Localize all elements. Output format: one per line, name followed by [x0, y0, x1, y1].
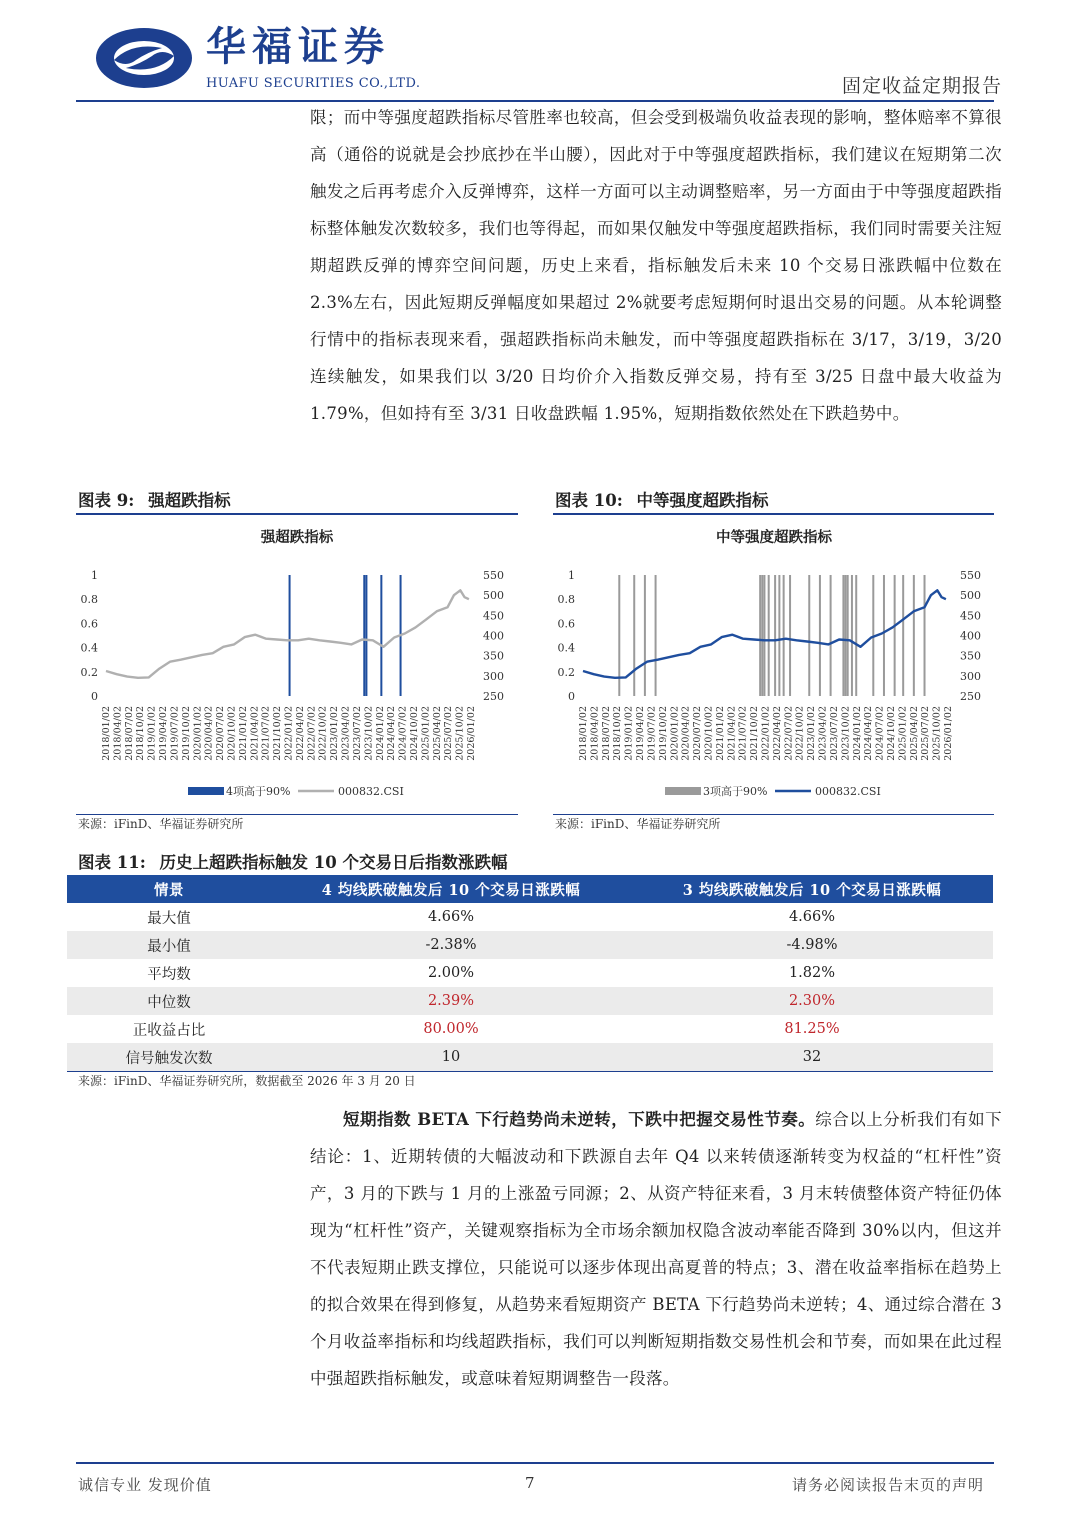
left-axis-tick-label: 1: [91, 569, 98, 582]
table-cell: 4.66%: [788, 909, 836, 925]
x-axis-tick-label: 2023/07/02: [828, 706, 840, 761]
table-source: 来源：iFinD、华福证券研究所，数据截至 2026 年 3 月 20 日: [78, 1074, 416, 1088]
x-axis-tick-label: 2021/10/02: [749, 706, 761, 761]
right-axis-tick-label: 400: [483, 629, 504, 643]
x-axis-tick-label: 2023/07/02: [351, 706, 363, 761]
x-axis-tick-label: 2024/04/02: [386, 706, 398, 761]
fig9-foot-rule: [76, 814, 518, 815]
legend-line-label: 000832.CSI: [338, 785, 404, 798]
brand-name-cn: 华福证券: [206, 24, 390, 70]
table-cell: 2.00%: [427, 965, 475, 981]
fig10-rule: [553, 513, 994, 515]
table-row: [67, 903, 993, 931]
x-axis-tick-label: 2019/01/02: [146, 706, 158, 761]
x-axis-tick-label: 2023/10/02: [840, 706, 852, 761]
right-axis-tick-label: 300: [960, 669, 981, 683]
x-axis-tick-label: 2022/01/02: [760, 706, 772, 761]
x-axis-tick-label: 2021/10/02: [272, 706, 284, 761]
table-cell: 80.00%: [423, 1021, 479, 1037]
x-axis-tick-label: 2024/07/02: [397, 706, 409, 761]
paragraph-text: 限；而中等强度超跌指标尽管胜率也较高，但会受到极端负收益表现的影响，整体赔率不算很高（通俗的说就是会抄底抄在半山腰），因此对于中等强度超跌指标，我们建议在短期第二次触发之后再考虑介入反弹博弈，这样一方面可以主动调整赔率，另一方面由于中等强度超跌指标整体触发次数较多，我们也等得起，而如果仅触发中等强度超跌指标，我们同时需要关注短期超跌反弹的博弈空间问题，历史上来看，指标触发后未来 10 个交易日涨跌幅中位数在 2.3%左右，因此短期反弹幅度如果超过 2%就要考虑短期何时退出交易的问题。从本轮调整行情中的指标表现来看，强超跌指标尚未触发，而中等强度超跌指标在 3/17，3/19，3/20 连续触发，如果我们以 3/20 日均价介入指数反弹交易，持有至 3/25 日盘中最大收益为 1.79%，但如持有至 3/31 日收盘跌幅 1.95%，短期指数依然处在下跌趋势中。: [310, 108, 1002, 423]
table-cell: -2.38%: [271, 931, 631, 959]
signal-bar: [763, 575, 765, 696]
x-axis-tick-label: 2018/10/02: [612, 706, 624, 761]
table-cell: 10: [271, 1043, 631, 1071]
table-row: [67, 959, 993, 987]
x-axis-tick-label: 2019/07/02: [169, 706, 181, 761]
chart-strong-oversold: [76, 518, 518, 813]
left-axis-tick-label: 0.8: [557, 593, 575, 607]
signal-bar: [924, 575, 926, 696]
x-axis-tick-label: 2025/01/02: [897, 706, 909, 761]
x-axis-tick-label: 2018/07/02: [123, 706, 135, 761]
x-axis-tick-label: 2026/01/02: [943, 706, 954, 761]
table-cell: 正收益占比: [132, 1022, 206, 1039]
right-axis-tick-label: 300: [483, 669, 504, 683]
fig10-foot-rule: [553, 814, 994, 815]
legend-signal-swatch: [188, 787, 224, 795]
signal-bar: [789, 575, 791, 696]
x-axis-tick-label: 2021/01/02: [714, 706, 726, 761]
right-axis-tick-label: 400: [960, 629, 981, 643]
table-cell: -4.98%: [631, 931, 993, 959]
index-line-series: [106, 590, 469, 678]
x-axis-tick-label: 2019/04/02: [635, 706, 646, 761]
footer-divider: [76, 1462, 994, 1464]
right-axis-tick-label: 450: [960, 609, 981, 623]
right-axis-tick-label: 350: [960, 649, 981, 663]
table-row: [67, 931, 993, 959]
signal-bar: [894, 575, 896, 696]
brand-name-en: HUAFU SECURITIES CO.,LTD.: [206, 76, 421, 91]
x-axis-tick-label: 2022/07/02: [306, 706, 318, 761]
table-header-cell: 情景: [67, 875, 271, 903]
table-cell: 信号触发次数: [67, 1043, 271, 1071]
body-paragraph-1: [310, 99, 1002, 432]
x-axis-tick-label: 2020/01/02: [192, 706, 204, 761]
table-header-cell: 4 均线跌破触发后 10 个交易日涨跌幅: [271, 875, 631, 903]
table-cell: 中位数: [67, 987, 271, 1015]
chart-title: 强超跌指标: [260, 529, 334, 546]
x-axis-tick-label: 2020/07/02: [215, 706, 227, 761]
x-axis-tick-label: 2021/07/02: [737, 706, 749, 761]
x-axis-tick-label: 2020/07/02: [692, 706, 704, 761]
left-axis-tick-label: 0.6: [557, 617, 575, 631]
table-header-row: [67, 875, 993, 903]
x-axis-tick-label: 2021/07/02: [260, 706, 272, 761]
table-header-cell: 3 均线跌破触发后 10 个交易日涨跌幅: [631, 875, 993, 903]
left-axis-tick-label: 1: [568, 569, 575, 582]
fig11-title-text: 历史上超跌指标触发 10 个交易日后指数涨跌幅: [159, 853, 508, 872]
table-row: [67, 1015, 993, 1043]
x-axis-tick-label: 2018/07/02: [600, 706, 612, 761]
x-axis-tick-label: 2020/04/02: [680, 706, 692, 761]
page-number: 7: [525, 1474, 535, 1492]
signal-bar: [847, 575, 849, 696]
x-axis-tick-label: 2022/04/02: [294, 706, 306, 761]
x-axis-tick-label: 2018/01/02: [578, 706, 589, 761]
x-axis-tick-label: 2024/07/02: [874, 706, 886, 761]
right-axis-tick-label: 250: [483, 690, 504, 703]
logo-mark-icon: [92, 22, 200, 94]
signal-bar: [289, 575, 291, 696]
x-axis-tick-label: 2022/07/02: [783, 706, 795, 761]
paragraph-body: 综合以上分析我们有如下结论：1、近期转债的大幅波动和下跌源自去年 Q4 以来转债逐渐转变为权益的“杠杆性”资产，3 月的下跌与 1 月的上涨盈亏同源；2、从资产特征来看，3 月末转债整体资产特征仍体现为“杠杆性”资产，关键观察指标为全市场余额加权隐含波动率能否降到 30%以内，但这并不代表短期止跌支撑位，只能说可以逐步体现出高夏普的特点；3、潜在收益率指标在趋势上的拟合效果在得到修复，从趋势来看短期资产 BETA 下行趋势尚未逆转；4、通过综合潜在 3 个月收益率指标和均线超跌指标，我们可以判断短期指数交易性机会和节奏，而如果在此过程中强超跌指标触发，或意味着短期调整告一段落。: [310, 1110, 1002, 1388]
footer-slogan: 诚信专业 发现价值: [78, 1476, 212, 1494]
table-cell: 最大值: [147, 910, 191, 927]
table-cell: 2.30%: [631, 987, 993, 1015]
left-axis-tick-label: 0: [91, 690, 98, 703]
signal-bar: [365, 575, 367, 696]
x-axis-tick-label: 2025/07/02: [920, 706, 932, 761]
x-axis-tick-label: 2021/04/02: [726, 706, 738, 761]
signal-bar: [902, 575, 904, 696]
signal-bar: [363, 575, 365, 696]
x-axis-tick-label: 2025/10/02: [931, 706, 943, 761]
right-axis-tick-label: 550: [483, 569, 504, 582]
table-cell: 81.25%: [784, 1021, 840, 1037]
legend-line-label: 000832.CSI: [815, 785, 881, 798]
stats-table: [67, 875, 993, 1071]
table-row: [67, 1043, 993, 1071]
x-axis-tick-label: 2020/10/02: [226, 706, 238, 761]
x-axis-tick-label: 2023/04/02: [817, 706, 829, 761]
table-cell: 2.39%: [271, 987, 631, 1015]
signal-bar: [778, 575, 780, 696]
left-axis-tick-label: 0.6: [80, 617, 98, 631]
x-axis-tick-label: 2022/10/02: [794, 706, 806, 761]
signal-bar: [768, 575, 770, 696]
x-axis-tick-label: 2019/07/02: [646, 706, 658, 761]
x-axis-tick-label: 2018/01/02: [101, 706, 112, 761]
right-axis-tick-label: 350: [483, 649, 504, 663]
x-axis-tick-label: 2024/10/02: [886, 706, 897, 761]
x-axis-tick-label: 2025/01/02: [420, 706, 432, 761]
fig10-label: 图表 10:: [555, 491, 623, 510]
signal-bar: [845, 575, 847, 696]
signal-bar: [808, 575, 810, 696]
x-axis-tick-label: 2020/04/02: [203, 706, 215, 761]
x-axis-tick-label: 2018/10/02: [135, 706, 147, 761]
table-cell: 平均数: [147, 966, 191, 983]
x-axis-tick-label: 2019/01/02: [623, 706, 635, 761]
fig9-title-text: 强超跌指标: [148, 491, 231, 510]
x-axis-tick-label: 2019/10/02: [657, 706, 669, 761]
fig10-source: 来源：iFinD、华福证券研究所: [555, 817, 721, 831]
fig10-title-text: 中等强度超跌指标: [636, 491, 769, 510]
right-axis-tick-label: 550: [960, 569, 981, 582]
right-axis-tick-label: 250: [960, 690, 981, 703]
fig10-title: [555, 490, 769, 512]
legend-signal-swatch: [665, 787, 701, 795]
table-cell: 最小值: [67, 931, 271, 959]
x-axis-tick-label: 2021/01/02: [237, 706, 249, 761]
x-axis-tick-label: 2024/01/02: [851, 706, 863, 761]
left-axis-tick-label: 0: [568, 690, 575, 703]
signal-bar: [380, 575, 382, 696]
table-foot-rule: [67, 1071, 993, 1072]
x-axis-tick-label: 2019/10/02: [180, 706, 192, 761]
signal-bar: [851, 575, 853, 696]
signal-bar: [883, 575, 885, 696]
x-axis-tick-label: 2026/01/02: [466, 706, 477, 761]
x-axis-tick-label: 2023/10/02: [363, 706, 375, 761]
left-axis-tick-label: 0.4: [557, 641, 575, 655]
right-axis-tick-label: 500: [483, 589, 504, 603]
signal-bar: [655, 575, 657, 696]
chart-title: 中等强度超跌指标: [716, 529, 832, 546]
x-axis-tick-label: 2018/04/02: [589, 706, 601, 761]
x-axis-tick-label: 2024/04/02: [863, 706, 875, 761]
x-axis-tick-label: 2023/01/02: [806, 706, 818, 761]
fig9-label: 图表 9:: [78, 491, 135, 510]
fig11-title: [78, 852, 508, 874]
signal-bar: [842, 575, 844, 696]
footer-disclaimer: 请务必阅读报告末页的声明: [791, 1476, 984, 1494]
x-axis-tick-label: 2025/07/02: [443, 706, 455, 761]
right-axis-tick-label: 450: [483, 609, 504, 623]
legend-signal-label: 4项高于90%: [226, 785, 291, 798]
signal-bar: [644, 575, 646, 696]
signal-bar: [830, 575, 832, 696]
x-axis-tick-label: 2023/01/02: [329, 706, 341, 761]
x-axis-tick-label: 2020/01/02: [669, 706, 681, 761]
signal-bar: [759, 575, 761, 696]
x-axis-tick-label: 2019/04/02: [158, 706, 169, 761]
body-paragraph-2: [310, 1101, 1002, 1397]
signal-bar: [783, 575, 785, 696]
chart-medium-oversold: [553, 518, 994, 813]
x-axis-tick-label: 2021/04/02: [249, 706, 261, 761]
signal-bar: [819, 575, 821, 696]
x-axis-tick-label: 2022/04/02: [771, 706, 783, 761]
signal-bar: [633, 575, 635, 696]
report-type: 固定收益定期报告: [841, 75, 1002, 97]
left-axis-tick-label: 0.2: [80, 665, 98, 679]
fig11-label: 图表 11:: [78, 853, 146, 872]
fig9-title: [78, 490, 231, 512]
x-axis-tick-label: 2022/10/02: [317, 706, 329, 761]
fig9-source: 来源：iFinD、华福证券研究所: [78, 817, 244, 831]
legend-signal-label: 3项高于90%: [703, 785, 768, 798]
x-axis-tick-label: 2025/10/02: [454, 706, 466, 761]
paragraph-lead: 短期指数 BETA 下行趋势尚未逆转，下跌中把握交易性节奏。: [343, 1110, 816, 1129]
x-axis-tick-label: 2024/10/02: [409, 706, 420, 761]
x-axis-tick-label: 2023/04/02: [340, 706, 352, 761]
signal-bar: [761, 575, 763, 696]
right-axis-tick-label: 500: [960, 589, 981, 603]
x-axis-tick-label: 2024/01/02: [374, 706, 386, 761]
signal-bar: [913, 575, 915, 696]
fig9-rule: [76, 513, 518, 515]
paragraph-text: [310, 1101, 1002, 1397]
x-axis-tick-label: 2022/01/02: [283, 706, 295, 761]
table-row: [67, 987, 993, 1015]
left-axis-tick-label: 0.8: [80, 593, 98, 607]
left-axis-tick-label: 0.2: [557, 665, 575, 679]
table-cell: 1.82%: [788, 965, 836, 981]
x-axis-tick-label: 2025/04/02: [431, 706, 443, 761]
left-axis-tick-label: 0.4: [80, 641, 98, 655]
signal-bar: [774, 575, 776, 696]
table-cell: 32: [631, 1043, 993, 1071]
x-axis-tick-label: 2020/10/02: [703, 706, 715, 761]
table-cell: 4.66%: [427, 909, 475, 925]
signal-bar: [855, 575, 857, 696]
x-axis-tick-label: 2018/04/02: [112, 706, 124, 761]
x-axis-tick-label: 2025/04/02: [908, 706, 920, 761]
